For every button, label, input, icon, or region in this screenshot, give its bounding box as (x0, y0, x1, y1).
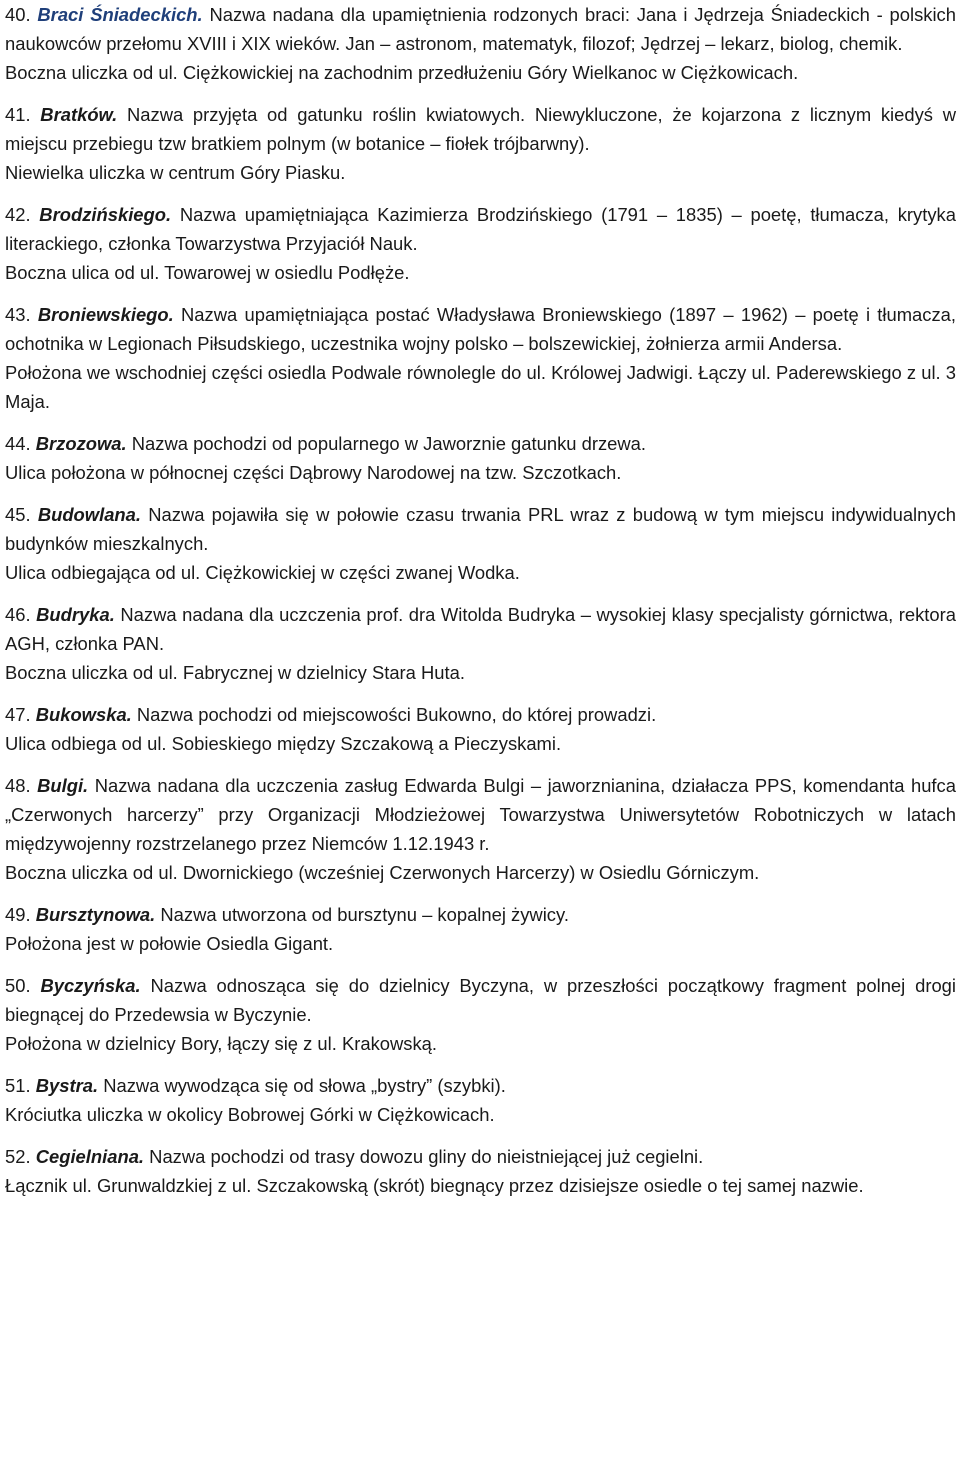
entry-50 (5, 971, 956, 1058)
entry-text: Nazwa pochodzi od trasy dowozu gliny do nieistniejącej już cegielni. (149, 1146, 704, 1167)
entry-text: Nazwa pochodzi od popularnego w Jaworznie gatunku drzewa. (131, 433, 647, 454)
entry-location: Łącznik ul. Grunwaldzkiej z ul. Szczakowską (skrót) biegnący przez dzisiejsze osiedle o tej samej nazwie. (5, 1175, 864, 1196)
entry-location: Ulica odbiega od ul. Sobieskiego między Szczakową a Pieczyskami. (5, 733, 562, 754)
entry-44 (5, 429, 956, 487)
entry-51 (5, 1071, 956, 1129)
entry-location: Niewielka uliczka w centrum Góry Piasku. (5, 162, 346, 183)
entry-location: Ulica położona w północnej części Dąbrowy Narodowej na tzw. Szczotkach. (5, 462, 622, 483)
entry-location: Króciutka uliczka w okolicy Bobrowej Górki w Ciężkowicach. (5, 1104, 495, 1125)
entry-48 (5, 771, 956, 887)
entry-street-name: Brodzińskiego. (39, 204, 172, 225)
entry-description (5, 700, 956, 729)
entry-number: 41. (5, 104, 31, 125)
entry-description (5, 100, 956, 158)
entry-street-name: Braci Śniadeckich. (37, 4, 203, 25)
entry-description (5, 200, 956, 258)
entry-text: Nazwa odnosząca się do dzielnicy Byczyna, w przeszłości początkowy fragment polnej drogi biegnącej do Przedewsia w Byczynie. (5, 975, 956, 1025)
entry-text: Nazwa nadana dla uczczenia prof. dra Witolda Budryka – wysokiej klasy specjalisty górnictwa, rektora AGH, członka PAN. (5, 604, 956, 654)
entry-41 (5, 100, 956, 187)
entry-text: Nazwa pochodzi od miejscowości Bukowno, do której prowadzi. (136, 704, 657, 725)
entry-text: Nazwa pojawiła się w połowie czasu trwania PRL wraz z budową w tym miejscu indywidualnych budynków mieszkalnych. (5, 504, 956, 554)
entry-location: Boczna uliczka od ul. Dwornickiego (wcześniej Czerwonych Harcerzy) w Osiedlu Górniczym. (5, 862, 760, 883)
entry-text: Nazwa upamiętniająca Kazimierza Brodzińskiego (1791 – 1835) – poetę, tłumacza, krytyka literackiego, członka Towarzystwa Przyjaciół Nauk. (5, 204, 956, 254)
entry-text: Nazwa nadana dla uczczenia zasług Edwarda Bulgi – jaworznianina, działacza PPS, komendanta hufca „Czerwonych harcerzy” przy Organizacji Młodzieżowej Towarzystwa Uniwersytetów Robotniczych w latach międzywojenny rozstrzelanego przez Niemców 1.12.1943 r. (5, 775, 956, 854)
entry-46 (5, 600, 956, 687)
entry-street-name: Bukowska. (35, 704, 132, 725)
entry-text: Nazwa przyjęta od gatunku roślin kwiatowych. Niewykluczone, że kojarzona z licznym kiedyś w miejscu przebiegu tzw bratkiem polnym (w botanice – fiołek trójbarwny). (5, 104, 956, 154)
entry-number: 43. (5, 304, 31, 325)
entry-text: Nazwa utworzona od bursztynu – kopalnej żywicy. (160, 904, 569, 925)
entry-number: 52. (5, 1146, 31, 1167)
entry-location: Położona w dzielnicy Bory, łączy się z ul. Krakowską. (5, 1033, 438, 1054)
entry-49 (5, 900, 956, 958)
entry-street-name: Bratków. (40, 104, 118, 125)
entry-description (5, 771, 956, 858)
entry-description (5, 300, 956, 358)
entry-number: 45. (5, 504, 31, 525)
entry-47 (5, 700, 956, 758)
entry-number: 44. (5, 433, 31, 454)
entry-description (5, 0, 956, 58)
entry-description (5, 500, 956, 558)
entry-text: Nazwa upamiętniająca postać Władysława Broniewskiego (1897 – 1962) – poetę i tłumacza, ochotnika w Legionach Piłsudskiego, uczestnika wojny polsko – bolszewickiej, żołnierza armii Andersa. (5, 304, 956, 354)
entry-description (5, 1142, 956, 1171)
entry-text: Nazwa wywodząca się od słowa „bystry” (szybki). (103, 1075, 506, 1096)
entry-street-name: Brzozowa. (35, 433, 127, 454)
entry-street-name: Bulgi. (37, 775, 89, 796)
entry-43 (5, 300, 956, 416)
entry-number: 42. (5, 204, 31, 225)
entry-location: Boczna uliczka od ul. Ciężkowickiej na zachodnim przedłużeniu Góry Wielkanoc w Ciężkowicach. (5, 62, 799, 83)
entry-52 (5, 1142, 956, 1200)
entry-number: 51. (5, 1075, 31, 1096)
entry-number: 49. (5, 904, 31, 925)
entry-number: 48. (5, 775, 31, 796)
entry-street-name: Budryka. (36, 604, 115, 625)
entry-42 (5, 200, 956, 287)
entry-street-name: Cegielniana. (35, 1146, 145, 1167)
entry-description (5, 429, 956, 458)
entry-number: 40. (5, 4, 31, 25)
entry-street-name: Bystra. (35, 1075, 99, 1096)
entry-number: 50. (5, 975, 31, 996)
entry-location: Ulica odbiegająca od ul. Ciężkowickiej w części zwanej Wodka. (5, 562, 520, 583)
entry-text: Nazwa nadana dla upamiętnienia rodzonych braci: Jana i Jędrzeja Śniadeckich - polskich naukowców przełomu XVIII i XIX wieków. Jan – astronom, matematyk, filozof; Jędrzej – lekarz, biolog, chemik. (5, 4, 956, 54)
entry-description (5, 900, 956, 929)
entry-40 (5, 0, 956, 87)
entry-street-name: Byczyńska. (40, 975, 141, 996)
entry-45 (5, 500, 956, 587)
entry-number: 46. (5, 604, 31, 625)
entry-street-name: Bursztynowa. (35, 904, 156, 925)
entry-description (5, 600, 956, 658)
entry-description (5, 1071, 956, 1100)
entry-location: Położona jest w połowie Osiedla Gigant. (5, 933, 334, 954)
entry-street-name: Budowlana. (37, 504, 142, 525)
entry-description (5, 971, 956, 1029)
entry-street-name: Broniewskiego. (37, 304, 174, 325)
entry-location: Boczna ulica od ul. Towarowej w osiedlu Podłęże. (5, 262, 410, 283)
entry-number: 47. (5, 704, 31, 725)
entry-location: Położona we wschodniej części osiedla Podwale równolegle do ul. Królowej Jadwigi. Łączy ul. Paderewskiego z ul. 3 Maja. (5, 362, 956, 412)
entry-location: Boczna uliczka od ul. Fabrycznej w dzielnicy Stara Huta. (5, 662, 465, 683)
